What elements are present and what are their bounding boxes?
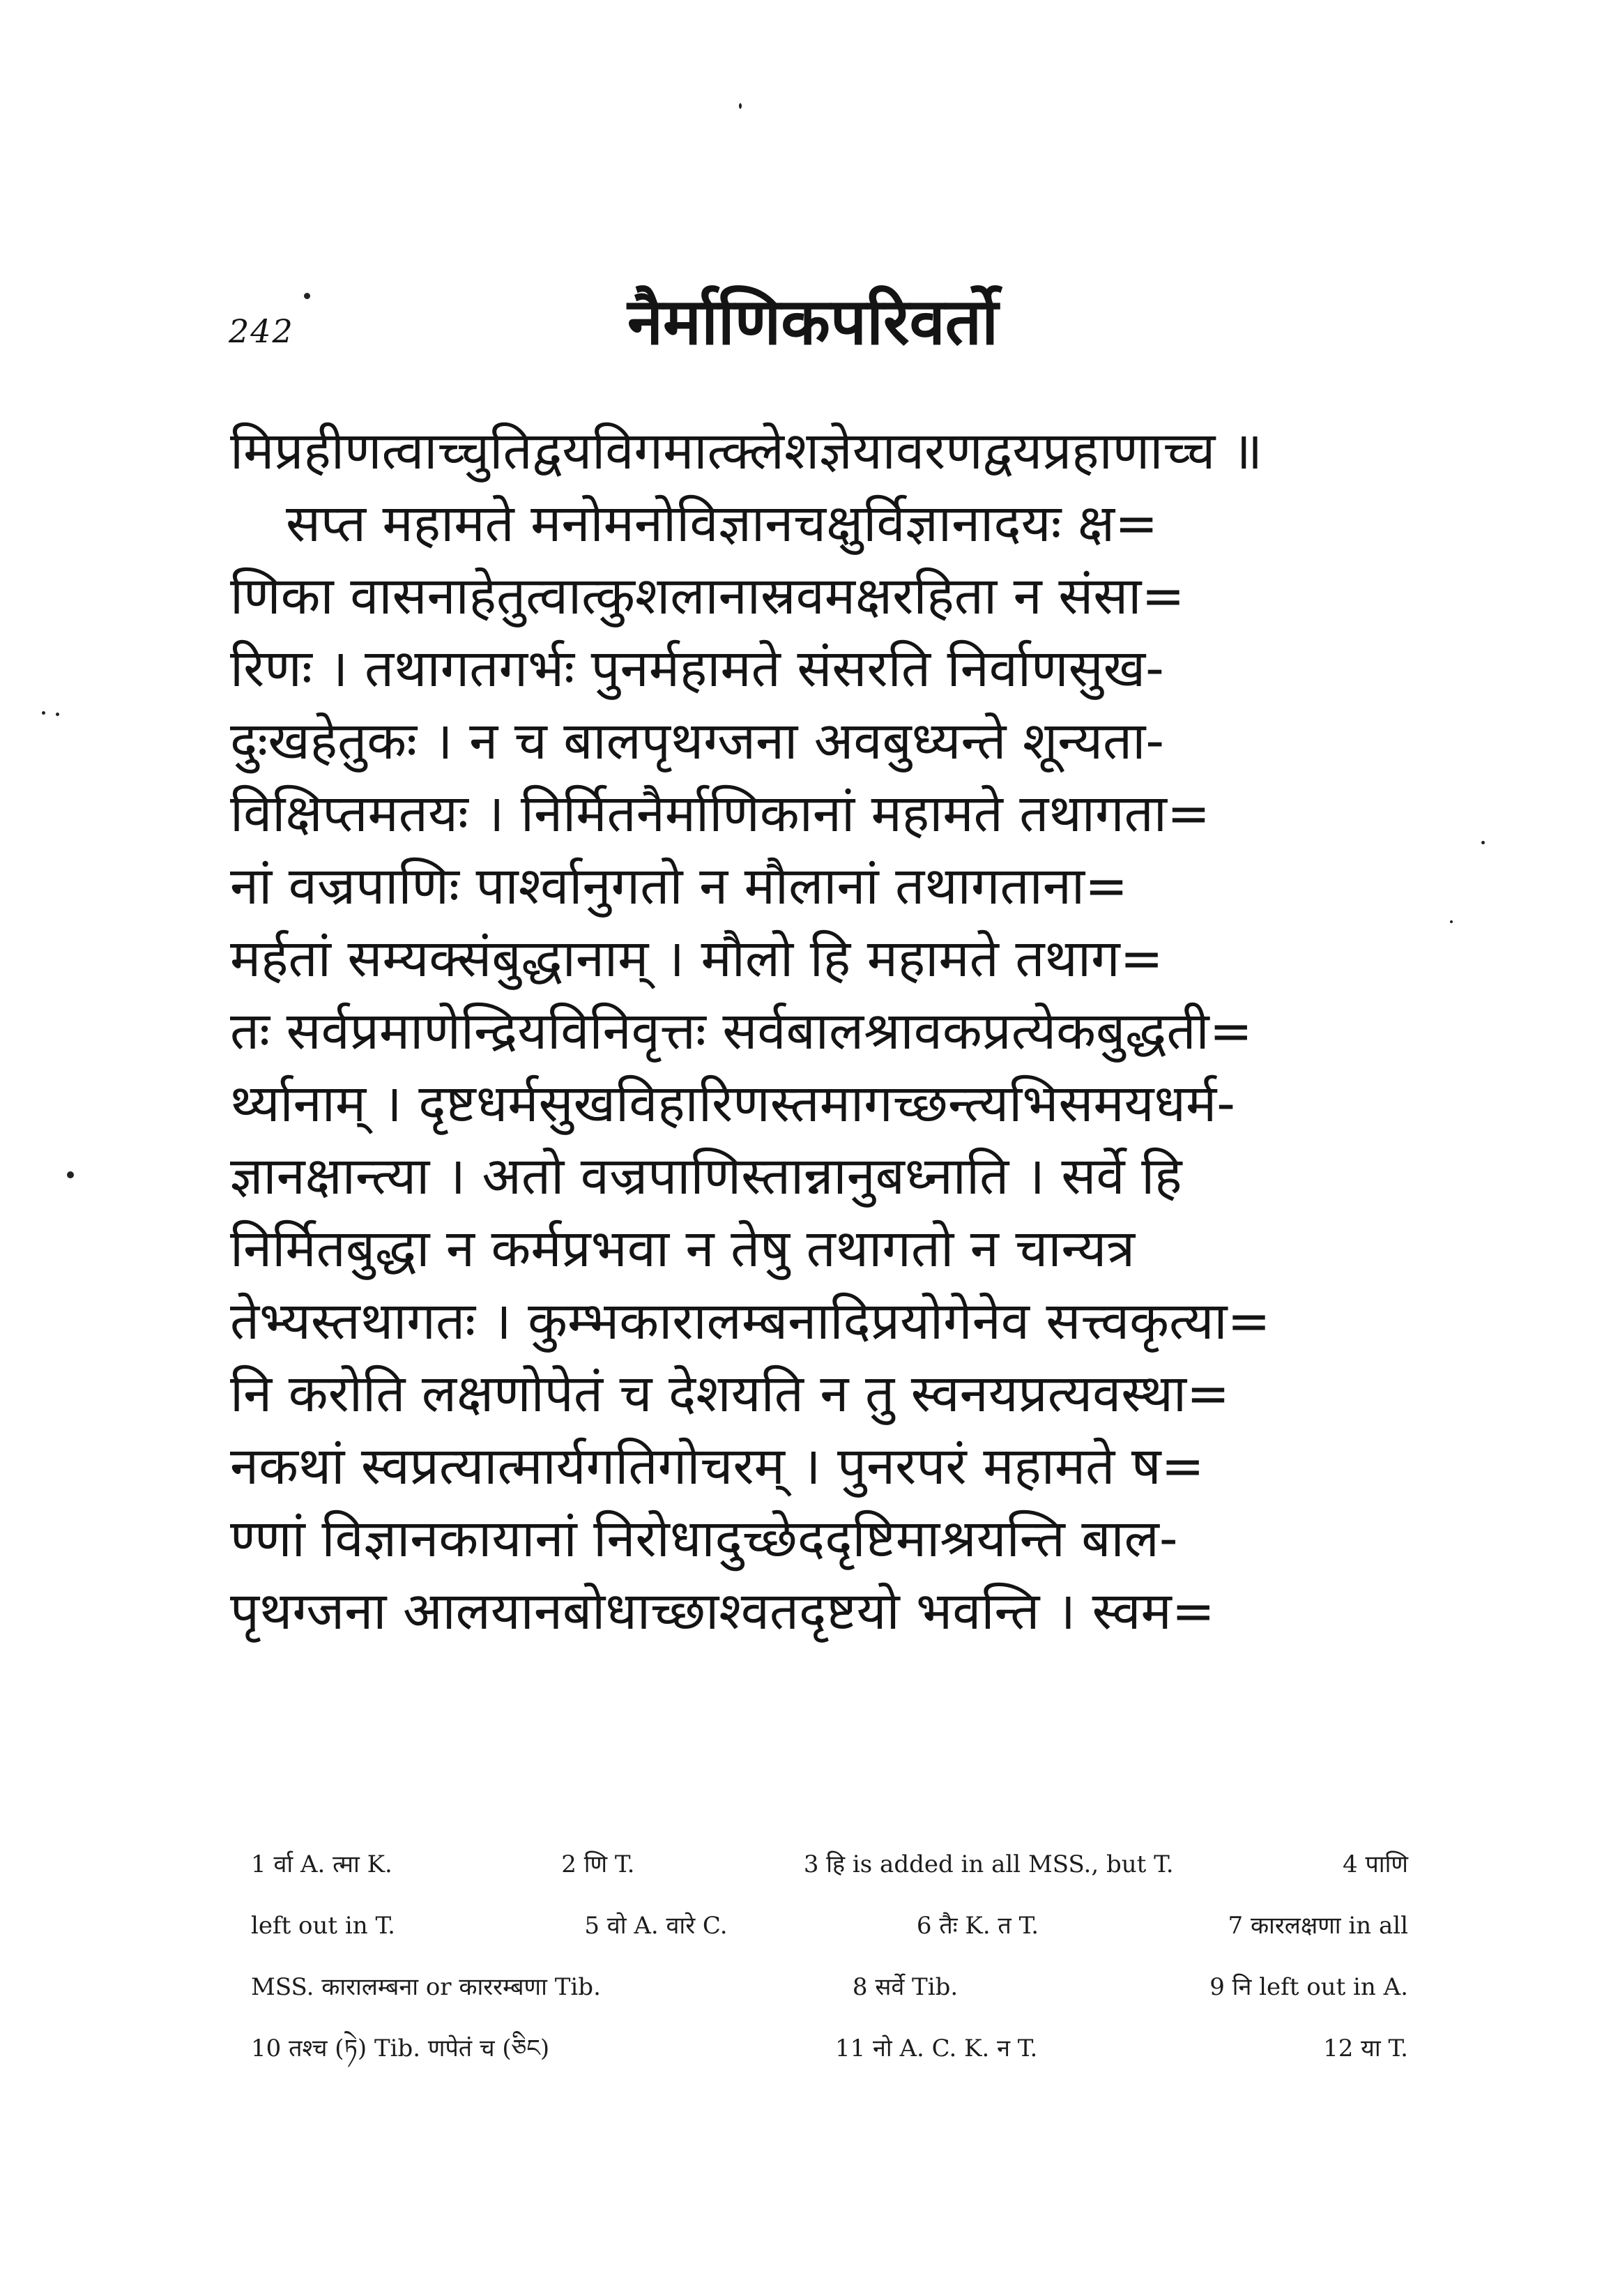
footnote: 1 र्वा A. त्मा K. [251, 1850, 392, 1878]
footnote: 5 वो A. वारे C. [584, 1912, 728, 1940]
footnote: left out in T. [251, 1912, 395, 1940]
scan-speck [739, 103, 742, 109]
footnote: 3 हि is added in all MSS., but T. [803, 1850, 1174, 1878]
text-line: नां वज्रपाणिः पार्श्वानुगतो न मौलानां तथागताना= [230, 856, 1129, 916]
footnote: 9 नि left out in A. [1209, 1973, 1408, 2001]
text-line: मिप्रहीणत्वाच्चुतिद्वयविगमात्क्लेशज्ञेयावरणद्वयप्रहाणाच्च ॥ [230, 421, 1263, 481]
scan-speck [56, 713, 59, 716]
text-line: विक्षिप्तमतयः । निर्मितनैर्माणिकानां महामते तथागता= [230, 784, 1210, 844]
scan-speck [304, 293, 310, 299]
footnote: 2 णि T. [561, 1850, 635, 1878]
text-line: ज्ञानक्षान्त्या । अतो वज्रपाणिस्तान्नानुबध्नाति । सर्वे हि [230, 1146, 1182, 1206]
footnote-line [251, 1834, 1408, 1895]
scan-speck [1481, 841, 1485, 844]
footnote: 4 पाणि [1343, 1850, 1408, 1878]
footnote-line [251, 1895, 1408, 1956]
text-line: पृथग्जना आलयानबोधाच्छाश्वतदृष्टयो भवन्ति । स्वम= [230, 1581, 1215, 1641]
text-line: णिका वासनाहेतुत्वात्कुशलानास्रवमक्षरहिता न संसा= [230, 566, 1185, 626]
body-text [230, 415, 1415, 1648]
text-line: नकथां स्वप्रत्यात्मार्यगतिगोचरम् । पुनरपरं महामते ष= [230, 1436, 1205, 1496]
page-number: 242 [229, 312, 294, 350]
scan-speck [42, 711, 45, 715]
scan-speck [1450, 920, 1453, 923]
footnotes [251, 1834, 1408, 2079]
running-title: नैर्माणिकपरिवर्तो [627, 284, 999, 359]
footnote: 10 तश्च (ཏེ) Tib. णपेतं च (ཅིང) [251, 2035, 550, 2062]
text-line: दुःखहेतुकः । न च बालपृथग्जना अवबुध्यन्ते शून्यता- [230, 711, 1165, 771]
footnote: 7 कारलक्षणा in all [1228, 1912, 1408, 1940]
footnote: 12 या T. [1323, 2035, 1408, 2062]
text-line: मर्हतां सम्यक्संबुद्धानाम् । मौलो हि महामते तथाग= [230, 929, 1163, 989]
footnote: 11 नो A. C. K. न T. [834, 2035, 1038, 2062]
footnote: 6 तैः K. त T. [916, 1912, 1039, 1940]
footnote: 8 सर्वे Tib. [852, 1973, 959, 2001]
footnote-line [251, 1956, 1408, 2018]
footnote: MSS. कारालम्बना or काररम्बणा Tib. [251, 1973, 601, 2001]
footnote-line [251, 2018, 1408, 2079]
text-line: निर्मितबुद्धा न कर्मप्रभवा न तेषु तथागतो न चान्यत्र [230, 1219, 1136, 1279]
text-line: नि करोति लक्षणोपेतं च देशयति न तु स्वनयप्रत्यवस्था= [230, 1364, 1230, 1424]
text-line: र्थ्यानाम् । दृष्टधर्मसुखविहारिणस्तमागच्छन्त्यभिसमयधर्म- [230, 1074, 1236, 1134]
text-line: ण्णां विज्ञानकायानां निरोधादुच्छेददृष्टिमाश्रयन्ति बाल- [230, 1509, 1178, 1569]
scan-speck [67, 1171, 74, 1178]
text-line: तः सर्वप्रमाणेन्द्रियविनिवृत्तः सर्वबालश्रावकप्रत्येकबुद्धती= [230, 1001, 1253, 1061]
text-line: सप्त महामते मनोमनोविज्ञानचक्षुर्विज्ञानादयः क्ष= [286, 494, 1159, 554]
text-line: रिणः । तथागतगर्भः पुनर्महामते संसरति निर्वाणसुख- [230, 639, 1164, 699]
text-line: तेभ्यस्तथागतः । कुम्भकारालम्बनादिप्रयोगेनेव सत्त्वकृत्या= [230, 1291, 1271, 1351]
